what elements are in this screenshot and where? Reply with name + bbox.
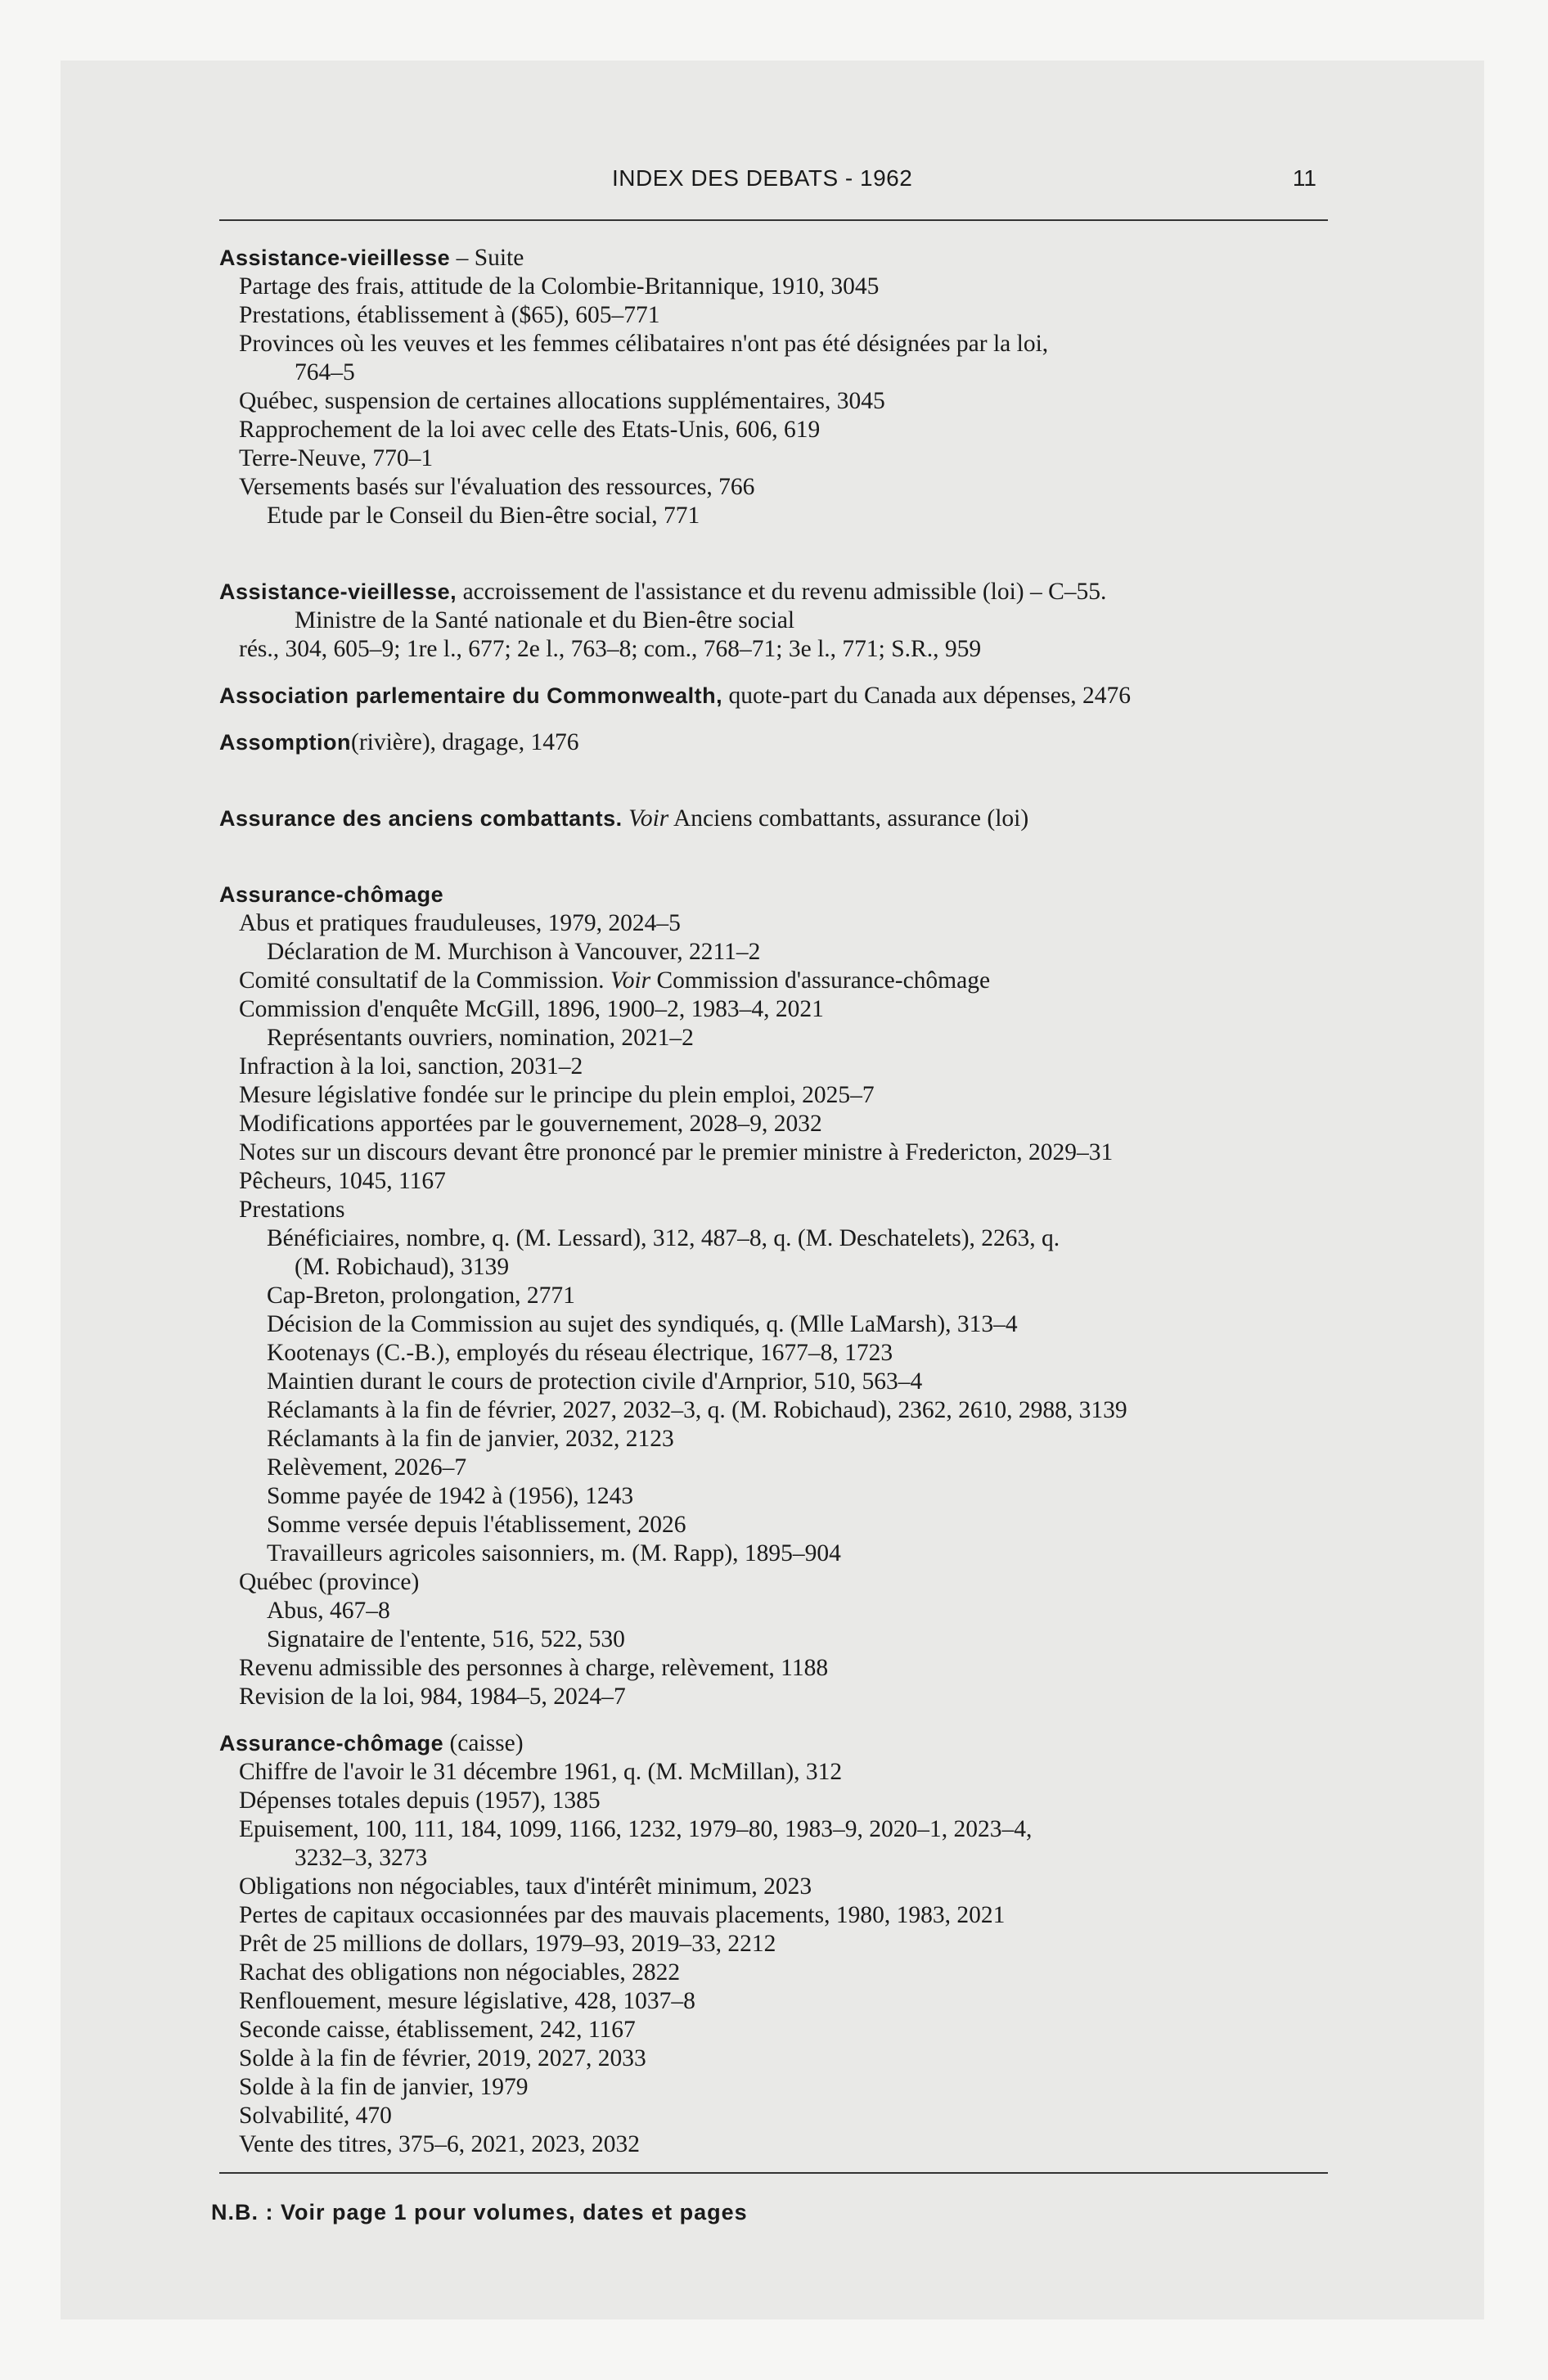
footer-rule bbox=[219, 2172, 1328, 2174]
cross-reference-target: Anciens combattants, assurance (loi) bbox=[668, 805, 1029, 832]
index-entry-assomption bbox=[219, 728, 1332, 757]
subentry: Québec, suspension de certaines allocations supplémentaires, 3045 bbox=[239, 388, 885, 414]
sub-subentry: Décision de la Commission au sujet des syndiqués, q. (Mlle LaMarsh), 313–4 bbox=[267, 1311, 1018, 1337]
subentry: Infraction à la loi, sanction, 2031–2 bbox=[239, 1053, 583, 1080]
sub-subentry: Représentants ouvriers, nomination, 2021–2 bbox=[267, 1025, 694, 1051]
sub-subentry: Bénéficiaires, nombre, q. (M. Lessard), 312, 487–8, q. (M. Deschatelets), 2263, q. bbox=[267, 1225, 1060, 1251]
subentry: Prestations bbox=[239, 1197, 345, 1223]
subentry: Rapprochement de la loi avec celle des Etats-Unis, 606, 619 bbox=[239, 417, 821, 443]
subentry: Notes sur un discours devant être prononcé par le premier ministre à Fredericton, 2029–31 bbox=[239, 1139, 1114, 1165]
sub-subentry: Réclamants à la fin de février, 2027, 2032–3, q. (M. Robichaud), 2362, 2610, 2988, 3139 bbox=[267, 1397, 1127, 1423]
sub-subentry: Déclaration de M. Murchison à Vancouver, 2211–2 bbox=[267, 939, 761, 965]
sub-subentry: Signataire de l'entente, 516, 522, 530 bbox=[267, 1626, 625, 1652]
subentry: Terre-Neuve, 770–1 bbox=[239, 445, 434, 471]
sub-subentry: Somme versée depuis l'établissement, 2026 bbox=[267, 1512, 686, 1538]
index-entry-assurance-anciens-combattants bbox=[219, 805, 1332, 833]
page-header bbox=[219, 165, 1328, 203]
subentry: Seconde caisse, établissement, 242, 1167 bbox=[239, 2017, 636, 2043]
subentry: Abus et pratiques frauduleuses, 1979, 2024–5 bbox=[239, 910, 681, 936]
subentry: Modifications apportées par le gouvernement, 2028–9, 2032 bbox=[239, 1111, 822, 1137]
entry-heading-suffix: – Suite bbox=[450, 245, 524, 271]
sub-subentry: Kootenays (C.-B.), employés du réseau électrique, 1677–8, 1723 bbox=[267, 1340, 893, 1366]
subentry: Chiffre de l'avoir le 31 décembre 1961, q. (M. McMillan), 312 bbox=[239, 1759, 843, 1785]
cross-reference-voir: Voir bbox=[610, 967, 651, 994]
entry-heading: Assurance des anciens combattants. bbox=[219, 806, 623, 831]
page-title: INDEX DES DEBATS - 1962 bbox=[612, 165, 913, 191]
index-entry-assistance-vieillesse-loi bbox=[219, 578, 1332, 664]
subentry: Epuisement, 100, 111, 184, 1099, 1166, 1232, 1979–80, 1983–9, 2020–1, 2023–4, bbox=[239, 1816, 1033, 1842]
subentry: Vente des titres, 375–6, 2021, 2023, 2032 bbox=[239, 2131, 640, 2157]
subentry-continuation: 764–5 bbox=[295, 359, 355, 385]
entry-heading-suffix: quote-part du Canada aux dépenses, 2476 bbox=[722, 683, 1132, 709]
sub-subentry: Etude par le Conseil du Bien-être social, 771 bbox=[267, 503, 700, 529]
subentry: Obligations non négociables, taux d'intérêt minimum, 2023 bbox=[239, 1873, 812, 1900]
entry-heading: Assistance-vieillesse bbox=[219, 246, 451, 270]
header-rule bbox=[219, 219, 1328, 221]
entry-sponsor: Ministre de la Santé nationale et du Bien-être social bbox=[295, 607, 795, 633]
subentry: Dépenses totales depuis (1957), 1385 bbox=[239, 1787, 601, 1814]
entry-stages: rés., 304, 605–9; 1re l., 677; 2e l., 763–8; com., 768–71; 3e l., 771; S.R., 959 bbox=[239, 636, 982, 662]
entry-heading: Assistance-vieillesse, bbox=[219, 579, 457, 604]
subentry: Québec (province) bbox=[239, 1569, 420, 1595]
subentry bbox=[219, 967, 1332, 995]
subentry: Renflouement, mesure législative, 428, 1037–8 bbox=[239, 1988, 695, 2014]
index-entry-assurance-chomage-caisse bbox=[219, 1729, 1332, 2159]
subentry: Prêt de 25 millions de dollars, 1979–93, 2019–33, 2212 bbox=[239, 1931, 776, 1957]
sub-subentry: Réclamants à la fin de janvier, 2032, 2123 bbox=[267, 1426, 674, 1452]
entry-heading-suffix: (caisse) bbox=[443, 1730, 524, 1756]
subentry: Solde à la fin de février, 2019, 2027, 2033 bbox=[239, 2045, 646, 2071]
subentry: Rachat des obligations non négociables, 2822 bbox=[239, 1959, 681, 1986]
entry-heading: Assurance-chômage bbox=[219, 882, 444, 907]
subentry-continuation: 3232–3, 3273 bbox=[295, 1845, 428, 1871]
subentry-text: Comité consultatif de la Commission. bbox=[239, 967, 605, 994]
page-number: 11 bbox=[1292, 165, 1316, 191]
footer-note: N.B. : Voir page 1 pour volumes, dates et pages bbox=[211, 2200, 748, 2224]
sub-subentry-continuation: (M. Robichaud), 3139 bbox=[295, 1254, 510, 1280]
sub-subentry: Relèvement, 2026–7 bbox=[267, 1454, 467, 1481]
subentry: Revision de la loi, 984, 1984–5, 2024–7 bbox=[239, 1684, 626, 1710]
subentry: Revenu admissible des personnes à charge, relèvement, 1188 bbox=[239, 1655, 829, 1681]
subentry: Mesure législative fondée sur le principe du plein emploi, 2025–7 bbox=[239, 1082, 875, 1108]
subentry: Versements basés sur l'évaluation des ressources, 766 bbox=[239, 474, 755, 500]
subentry: Partage des frais, attitude de la Colombie-Britannique, 1910, 3045 bbox=[239, 273, 880, 300]
sub-subentry: Abus, 467–8 bbox=[267, 1598, 390, 1624]
index-entry-association-parlementaire bbox=[219, 682, 1332, 710]
sub-subentry: Somme payée de 1942 à (1956), 1243 bbox=[267, 1483, 634, 1509]
sub-subentry: Cap-Breton, prolongation, 2771 bbox=[267, 1282, 575, 1309]
entry-heading: Assomption bbox=[219, 730, 352, 755]
cross-reference-voir: Voir bbox=[628, 805, 669, 832]
subentry: Prestations, établissement à ($65), 605–771 bbox=[239, 302, 660, 328]
index-entry-assurance-chomage bbox=[219, 881, 1332, 1711]
sub-subentry: Maintien durant le cours de protection civile d'Arnprior, 510, 563–4 bbox=[267, 1368, 923, 1395]
entry-heading: Assurance-chômage bbox=[219, 1731, 444, 1756]
sub-subentry: Travailleurs agricoles saisonniers, m. (M. Rapp), 1895–904 bbox=[267, 1540, 841, 1566]
subentry: Solde à la fin de janvier, 1979 bbox=[239, 2074, 529, 2100]
subentry: Pêcheurs, 1045, 1167 bbox=[239, 1168, 446, 1194]
subentry: Provinces où les veuves et les femmes célibataires n'ont pas été désignées par la loi, bbox=[239, 331, 1049, 357]
index-content bbox=[219, 244, 1332, 2159]
entry-heading-suffix: accroissement de l'assistance et du revenu admissible (loi) – C–55. bbox=[457, 579, 1107, 605]
entry-heading-suffix: (rivière), dragage, 1476 bbox=[351, 729, 579, 755]
subentry: Pertes de capitaux occasionnées par des mauvais placements, 1980, 1983, 2021 bbox=[239, 1902, 1006, 1928]
entry-heading: Association parlementaire du Commonwealth, bbox=[219, 683, 723, 708]
cross-reference-target: Commission d'assurance-chômage bbox=[656, 967, 991, 994]
index-entry-assistance-vieillesse-suite bbox=[219, 244, 1332, 530]
subentry: Solvabilité, 470 bbox=[239, 2103, 392, 2129]
subentry: Commission d'enquête McGill, 1896, 1900–2, 1983–4, 2021 bbox=[239, 996, 824, 1022]
